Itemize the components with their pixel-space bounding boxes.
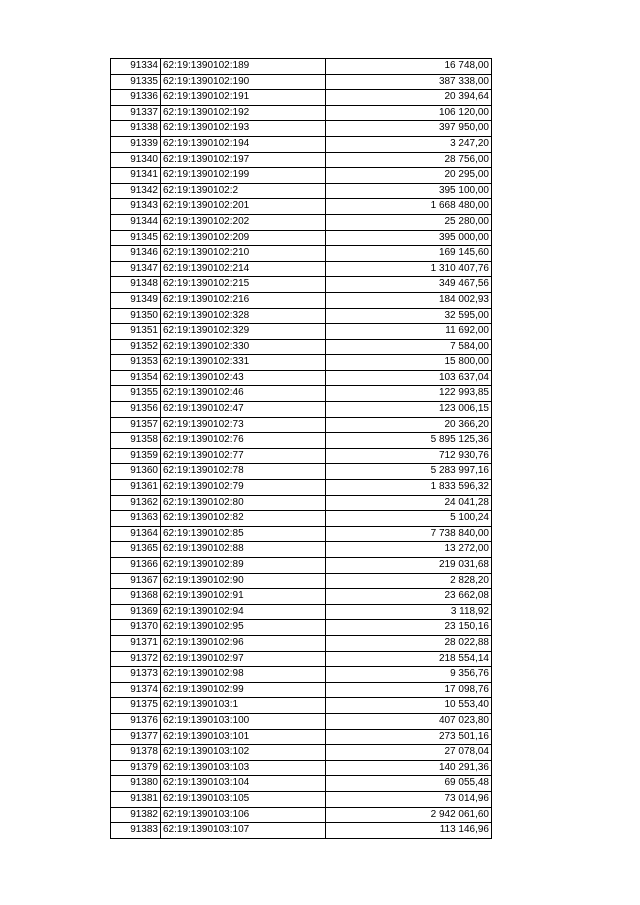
cadastral-number-cell: 62:19:1390103:1 — [161, 698, 326, 714]
value-cell: 5 100,24 — [326, 511, 492, 527]
cadastral-number-cell: 62:19:1390103:104 — [161, 776, 326, 792]
cadastral-number-cell: 62:19:1390102:189 — [161, 59, 326, 75]
row-number-cell: 91339 — [111, 136, 161, 152]
row-number-cell: 91371 — [111, 635, 161, 651]
cadastral-number-cell: 62:19:1390102:91 — [161, 589, 326, 605]
table-row — [111, 464, 492, 480]
value-cell: 1 668 480,00 — [326, 199, 492, 215]
row-number-cell: 91369 — [111, 604, 161, 620]
cadastral-number-cell: 62:19:1390102:190 — [161, 74, 326, 90]
cadastral-number-cell: 62:19:1390102:90 — [161, 573, 326, 589]
value-cell: 9 356,76 — [326, 667, 492, 683]
row-number-cell: 91364 — [111, 526, 161, 542]
value-cell: 11 692,00 — [326, 324, 492, 340]
cadastral-number-cell: 62:19:1390102:214 — [161, 261, 326, 277]
value-cell: 7 738 840,00 — [326, 526, 492, 542]
cadastral-number-cell: 62:19:1390102:331 — [161, 355, 326, 371]
table-row — [111, 620, 492, 636]
table-row — [111, 168, 492, 184]
table-row — [111, 230, 492, 246]
value-cell: 169 145,60 — [326, 246, 492, 262]
table-row — [111, 682, 492, 698]
value-cell: 113 146,96 — [326, 823, 492, 839]
table-row — [111, 402, 492, 418]
cadastral-number-cell: 62:19:1390102:97 — [161, 651, 326, 667]
cadastral-number-cell: 62:19:1390102:78 — [161, 464, 326, 480]
table-row — [111, 246, 492, 262]
cadastral-number-cell: 62:19:1390102:89 — [161, 558, 326, 574]
table-row — [111, 433, 492, 449]
table-row — [111, 776, 492, 792]
row-number-cell: 91356 — [111, 402, 161, 418]
value-cell: 23 150,16 — [326, 620, 492, 636]
cadastral-number-cell: 62:19:1390103:105 — [161, 791, 326, 807]
table-row — [111, 511, 492, 527]
row-number-cell: 91376 — [111, 713, 161, 729]
row-number-cell: 91346 — [111, 246, 161, 262]
table-row — [111, 589, 492, 605]
value-cell: 24 041,28 — [326, 495, 492, 511]
value-cell: 23 662,08 — [326, 589, 492, 605]
cadastral-number-cell: 62:19:1390102:202 — [161, 214, 326, 230]
row-number-cell: 91374 — [111, 682, 161, 698]
row-number-cell: 91337 — [111, 105, 161, 121]
cadastral-number-cell: 62:19:1390102:43 — [161, 370, 326, 386]
table-row — [111, 542, 492, 558]
document-page — [110, 58, 491, 839]
row-number-cell: 91359 — [111, 448, 161, 464]
row-number-cell: 91351 — [111, 324, 161, 340]
value-cell: 2 942 061,60 — [326, 807, 492, 823]
row-number-cell: 91353 — [111, 355, 161, 371]
table-row — [111, 339, 492, 355]
value-cell: 73 014,96 — [326, 791, 492, 807]
row-number-cell: 91360 — [111, 464, 161, 480]
row-number-cell: 91363 — [111, 511, 161, 527]
cadastral-number-cell: 62:19:1390102:47 — [161, 402, 326, 418]
value-cell: 15 800,00 — [326, 355, 492, 371]
row-number-cell: 91357 — [111, 417, 161, 433]
cadastral-number-cell: 62:19:1390102:77 — [161, 448, 326, 464]
table-row — [111, 105, 492, 121]
value-cell: 407 023,80 — [326, 713, 492, 729]
cadastral-number-cell: 62:19:1390102:199 — [161, 168, 326, 184]
value-cell: 13 272,00 — [326, 542, 492, 558]
cadastral-number-cell: 62:19:1390102:76 — [161, 433, 326, 449]
cadastral-number-cell: 62:19:1390102:79 — [161, 480, 326, 496]
table-row — [111, 791, 492, 807]
row-number-cell: 91370 — [111, 620, 161, 636]
row-number-cell: 91375 — [111, 698, 161, 714]
row-number-cell: 91335 — [111, 74, 161, 90]
value-cell: 184 002,93 — [326, 292, 492, 308]
table-row — [111, 807, 492, 823]
table-row — [111, 370, 492, 386]
value-cell: 349 467,56 — [326, 277, 492, 293]
value-cell: 273 501,16 — [326, 729, 492, 745]
row-number-cell: 91336 — [111, 90, 161, 106]
row-number-cell: 91377 — [111, 729, 161, 745]
cadastral-number-cell: 62:19:1390103:106 — [161, 807, 326, 823]
table-row — [111, 495, 492, 511]
value-cell: 28 022,88 — [326, 635, 492, 651]
table-row — [111, 745, 492, 761]
row-number-cell: 91345 — [111, 230, 161, 246]
value-cell: 1 310 407,76 — [326, 261, 492, 277]
cadastral-number-cell: 62:19:1390102:215 — [161, 277, 326, 293]
row-number-cell: 91355 — [111, 386, 161, 402]
value-cell: 103 637,04 — [326, 370, 492, 386]
value-cell: 395 000,00 — [326, 230, 492, 246]
cadastral-number-cell: 62:19:1390102:194 — [161, 136, 326, 152]
value-cell: 122 993,85 — [326, 386, 492, 402]
value-cell: 20 295,00 — [326, 168, 492, 184]
value-cell: 32 595,00 — [326, 308, 492, 324]
table-row — [111, 308, 492, 324]
row-number-cell: 91362 — [111, 495, 161, 511]
row-number-cell: 91341 — [111, 168, 161, 184]
cadastral-number-cell: 62:19:1390102:328 — [161, 308, 326, 324]
cadastral-number-cell: 62:19:1390102:96 — [161, 635, 326, 651]
table-row — [111, 760, 492, 776]
value-cell: 27 078,04 — [326, 745, 492, 761]
table-row — [111, 277, 492, 293]
value-cell: 10 553,40 — [326, 698, 492, 714]
table-row — [111, 635, 492, 651]
table-row — [111, 573, 492, 589]
row-number-cell: 91350 — [111, 308, 161, 324]
row-number-cell: 91383 — [111, 823, 161, 839]
table-row — [111, 729, 492, 745]
cadastral-number-cell: 62:19:1390102:98 — [161, 667, 326, 683]
value-cell: 20 394,64 — [326, 90, 492, 106]
table-row — [111, 214, 492, 230]
row-number-cell: 91347 — [111, 261, 161, 277]
value-cell: 16 748,00 — [326, 59, 492, 75]
table-body — [111, 59, 492, 839]
value-cell: 2 828,20 — [326, 573, 492, 589]
table-row — [111, 121, 492, 137]
value-cell: 5 895 125,36 — [326, 433, 492, 449]
row-number-cell: 91344 — [111, 214, 161, 230]
cadastral-number-cell: 62:19:1390102:88 — [161, 542, 326, 558]
table-row — [111, 823, 492, 839]
value-cell: 3 118,92 — [326, 604, 492, 620]
cadastral-number-cell: 62:19:1390102:191 — [161, 90, 326, 106]
table-row — [111, 604, 492, 620]
value-cell: 712 930,76 — [326, 448, 492, 464]
row-number-cell: 91368 — [111, 589, 161, 605]
value-cell: 140 291,36 — [326, 760, 492, 776]
value-cell: 17 098,76 — [326, 682, 492, 698]
cadastral-number-cell: 62:19:1390102:330 — [161, 339, 326, 355]
value-cell: 20 366,20 — [326, 417, 492, 433]
row-number-cell: 91373 — [111, 667, 161, 683]
table-row — [111, 324, 492, 340]
table-row — [111, 136, 492, 152]
row-number-cell: 91358 — [111, 433, 161, 449]
row-number-cell: 91349 — [111, 292, 161, 308]
table-row — [111, 59, 492, 75]
cadastral-number-cell: 62:19:1390103:103 — [161, 760, 326, 776]
value-cell: 28 756,00 — [326, 152, 492, 168]
row-number-cell: 91381 — [111, 791, 161, 807]
row-number-cell: 91365 — [111, 542, 161, 558]
cadastral-number-cell: 62:19:1390102:210 — [161, 246, 326, 262]
cadastral-number-cell: 62:19:1390103:102 — [161, 745, 326, 761]
cadastral-number-cell: 62:19:1390102:193 — [161, 121, 326, 137]
row-number-cell: 91352 — [111, 339, 161, 355]
value-cell: 25 280,00 — [326, 214, 492, 230]
cadastral-number-cell: 62:19:1390102:2 — [161, 183, 326, 199]
table-row — [111, 651, 492, 667]
value-cell: 123 006,15 — [326, 402, 492, 418]
cadastral-number-cell: 62:19:1390102:85 — [161, 526, 326, 542]
row-number-cell: 91342 — [111, 183, 161, 199]
table-row — [111, 667, 492, 683]
cadastral-number-cell: 62:19:1390102:82 — [161, 511, 326, 527]
value-cell: 218 554,14 — [326, 651, 492, 667]
table-row — [111, 355, 492, 371]
row-number-cell: 91354 — [111, 370, 161, 386]
value-cell: 387 338,00 — [326, 74, 492, 90]
cadastral-number-cell: 62:19:1390102:94 — [161, 604, 326, 620]
cadastral-number-cell: 62:19:1390102:201 — [161, 199, 326, 215]
row-number-cell: 91338 — [111, 121, 161, 137]
table-row — [111, 480, 492, 496]
cadastral-number-cell: 62:19:1390102:197 — [161, 152, 326, 168]
table-row — [111, 558, 492, 574]
value-cell: 397 950,00 — [326, 121, 492, 137]
value-cell: 3 247,20 — [326, 136, 492, 152]
cadastral-number-cell: 62:19:1390102:216 — [161, 292, 326, 308]
value-cell: 219 031,68 — [326, 558, 492, 574]
table-row — [111, 90, 492, 106]
row-number-cell: 91367 — [111, 573, 161, 589]
value-cell: 5 283 997,16 — [326, 464, 492, 480]
row-number-cell: 91348 — [111, 277, 161, 293]
row-number-cell: 91343 — [111, 199, 161, 215]
table-row — [111, 698, 492, 714]
row-number-cell: 91379 — [111, 760, 161, 776]
row-number-cell: 91378 — [111, 745, 161, 761]
cadastral-number-cell: 62:19:1390102:95 — [161, 620, 326, 636]
value-cell: 1 833 596,32 — [326, 480, 492, 496]
value-cell: 395 100,00 — [326, 183, 492, 199]
table-row — [111, 292, 492, 308]
row-number-cell: 91372 — [111, 651, 161, 667]
cadastral-number-cell: 62:19:1390102:80 — [161, 495, 326, 511]
table-row — [111, 386, 492, 402]
cadastral-number-cell: 62:19:1390103:107 — [161, 823, 326, 839]
row-number-cell: 91382 — [111, 807, 161, 823]
value-cell: 69 055,48 — [326, 776, 492, 792]
cadastral-number-cell: 62:19:1390102:99 — [161, 682, 326, 698]
row-number-cell: 91366 — [111, 558, 161, 574]
row-number-cell: 91380 — [111, 776, 161, 792]
cadastral-number-cell: 62:19:1390102:73 — [161, 417, 326, 433]
cadastral-number-cell: 62:19:1390103:100 — [161, 713, 326, 729]
table-row — [111, 152, 492, 168]
cadastral-number-cell: 62:19:1390102:209 — [161, 230, 326, 246]
row-number-cell: 91334 — [111, 59, 161, 75]
table-row — [111, 261, 492, 277]
value-cell: 106 120,00 — [326, 105, 492, 121]
row-number-cell: 91361 — [111, 480, 161, 496]
cadastral-number-cell: 62:19:1390102:46 — [161, 386, 326, 402]
cadastral-value-table — [110, 58, 492, 839]
table-row — [111, 74, 492, 90]
table-row — [111, 448, 492, 464]
cadastral-number-cell: 62:19:1390103:101 — [161, 729, 326, 745]
table-row — [111, 526, 492, 542]
table-row — [111, 199, 492, 215]
cadastral-number-cell: 62:19:1390102:192 — [161, 105, 326, 121]
row-number-cell: 91340 — [111, 152, 161, 168]
table-row — [111, 417, 492, 433]
table-row — [111, 183, 492, 199]
cadastral-number-cell: 62:19:1390102:329 — [161, 324, 326, 340]
table-row — [111, 713, 492, 729]
value-cell: 7 584,00 — [326, 339, 492, 355]
